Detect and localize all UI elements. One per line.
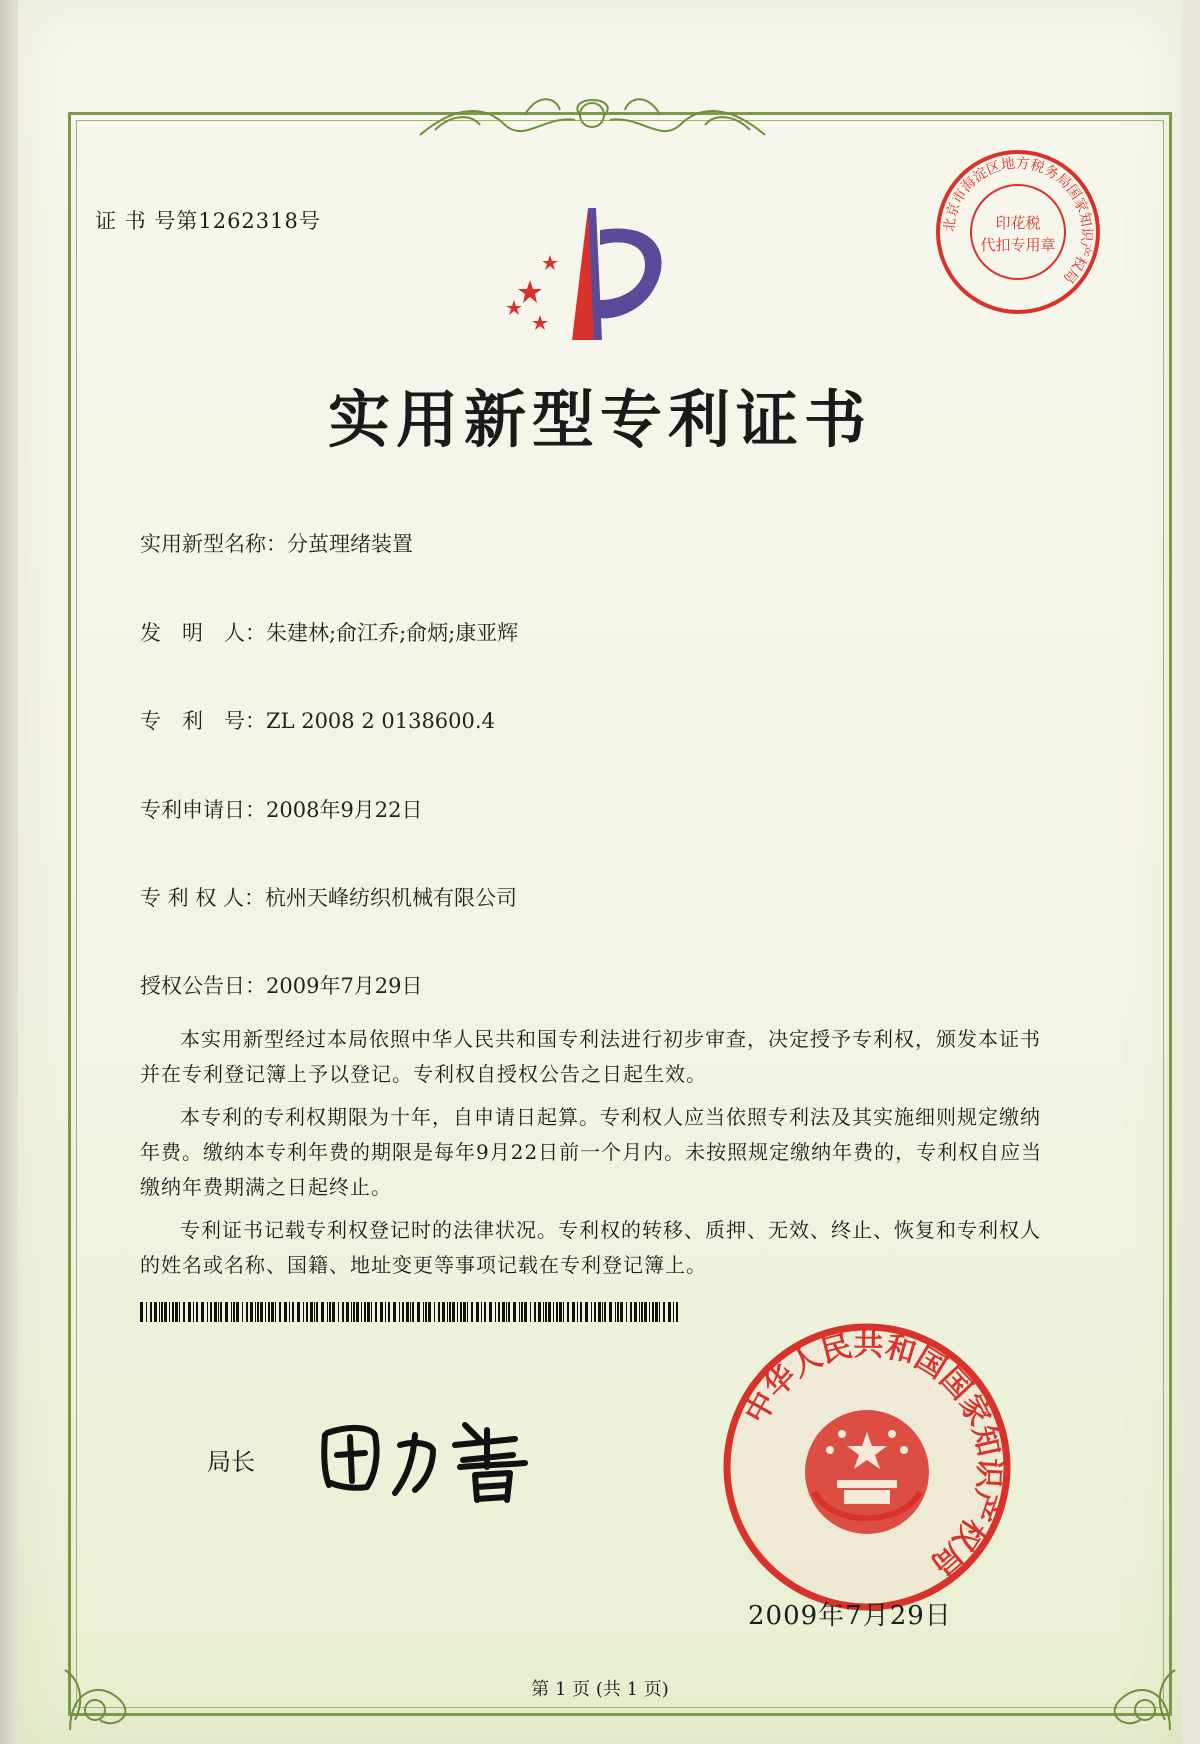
barcode-bar xyxy=(524,1302,527,1322)
barcode-bar xyxy=(385,1302,386,1322)
barcode-bar xyxy=(175,1302,178,1322)
barcode-bar xyxy=(634,1302,637,1322)
barcode-bar xyxy=(447,1302,448,1322)
barcode-bar xyxy=(543,1302,544,1322)
barcode-bar xyxy=(338,1302,339,1322)
barcode-bar xyxy=(676,1302,678,1322)
barcode-bar xyxy=(502,1302,505,1322)
barcode-bar xyxy=(289,1302,290,1322)
barcode-bar xyxy=(506,1302,507,1322)
field-inventors xyxy=(140,617,518,647)
barcode-bar xyxy=(519,1302,520,1322)
barcode-bar xyxy=(548,1302,551,1322)
barcode-bar xyxy=(673,1302,674,1322)
barcode-bar xyxy=(292,1302,294,1322)
barcode-bar xyxy=(201,1302,204,1322)
barcode-bar xyxy=(367,1302,370,1322)
body-paragraph: 本专利的专利权期限为十年，自申请日起算。专利权人应当依照专利法及其实施细则规定缴纳年费。缴纳本专利年费的期限是每年9月22日前一个月内。未按照规定缴纳年费的，专利权自应当缴纳年费期满之日起终止。 xyxy=(140,1105,1043,1199)
field-label: 专 利 号： xyxy=(140,709,266,733)
field-label: 实用新型名称： xyxy=(140,532,287,556)
tax-stamp-line1: 印花税 xyxy=(995,214,1041,232)
barcode-bar xyxy=(538,1302,541,1322)
barcode-bar xyxy=(406,1302,409,1322)
barcode-bar xyxy=(577,1302,578,1322)
barcode-bar xyxy=(428,1302,431,1322)
barcode-bar xyxy=(279,1302,281,1322)
barcode-bar xyxy=(353,1302,355,1322)
barcode-bar xyxy=(346,1302,349,1322)
certificate-title: 实用新型专利证书 xyxy=(327,383,872,456)
binding-spine xyxy=(0,0,18,1744)
barcode-bar xyxy=(172,1302,174,1322)
barcode-bar xyxy=(617,1302,619,1322)
barcode-bar xyxy=(410,1302,411,1322)
barcode-bar xyxy=(356,1302,359,1322)
barcode-bar xyxy=(393,1302,396,1322)
barcode-bar xyxy=(361,1302,362,1322)
barcode-bar xyxy=(207,1302,208,1322)
barcode-bar xyxy=(489,1302,492,1322)
barcode-bar xyxy=(630,1302,632,1322)
field-label: 专 利 权 人： xyxy=(140,886,266,910)
barcode-bar xyxy=(585,1302,588,1322)
issue-date: 2009年7月29日 xyxy=(748,1601,952,1631)
body-paragraph: 专利证书记载专利权登记时的法律状况。专利权的转移、质押、无效、终止、恢复和专利权人的姓名或名称、国籍、地址变更等事项记载在专利登记簿上。 xyxy=(140,1218,1041,1277)
barcode-bar xyxy=(218,1302,219,1322)
field-utility-model-name xyxy=(140,528,413,558)
barcode-bar xyxy=(471,1302,473,1322)
barcode-bar xyxy=(580,1302,582,1322)
barcode-bar xyxy=(434,1302,435,1322)
barcode-bar xyxy=(388,1302,390,1322)
barcode-bar xyxy=(260,1302,263,1322)
barcode-bar xyxy=(327,1302,328,1322)
barcode-bar xyxy=(342,1302,344,1322)
barcode-bar xyxy=(513,1302,516,1322)
barcode-bar xyxy=(649,1302,650,1322)
barcode-bar xyxy=(652,1302,654,1322)
body-paragraph: 本实用新型经过本局依照中华人民共和国专利法进行初步审查，决定授予专利权，颁发本证书并在专利登记簿上予以登记。专利权自授权公告之日起生效。 xyxy=(140,1027,1041,1086)
barcode-bar xyxy=(310,1302,313,1322)
barcode-bar xyxy=(183,1302,185,1322)
barcode-bar xyxy=(534,1302,536,1322)
barcode-bar xyxy=(210,1302,212,1322)
barcode-bar xyxy=(668,1302,671,1322)
official-seal-ring-text: 中华人民共和国国家知识产权局 xyxy=(738,1327,1007,1582)
tax-stamp xyxy=(934,148,1102,316)
barcode-bar xyxy=(321,1302,324,1322)
barcode-bar xyxy=(188,1302,191,1322)
barcode-bar xyxy=(242,1302,243,1322)
barcode-bar xyxy=(626,1302,627,1322)
barcode-bar xyxy=(351,1302,352,1322)
top-ornament xyxy=(415,85,770,150)
barcode-bar xyxy=(423,1302,424,1322)
tax-stamp-line2: 代扣专用章 xyxy=(980,236,1056,254)
barcode-bar xyxy=(659,1302,660,1322)
barcode-bar xyxy=(246,1302,248,1322)
barcode-bar xyxy=(161,1302,163,1322)
barcode-bar xyxy=(371,1302,372,1322)
barcode-bar xyxy=(306,1302,308,1322)
barcode-bar xyxy=(314,1302,315,1322)
barcode-bar xyxy=(146,1302,147,1322)
barcode-bar xyxy=(329,1302,331,1322)
barcode-bar xyxy=(476,1302,479,1322)
barcode-bar xyxy=(521,1302,523,1322)
barcode-bar xyxy=(154,1302,157,1322)
barcode-bar xyxy=(417,1302,420,1322)
patent-office-logo xyxy=(500,200,680,350)
tax-stamp-ring-text: 北京市海淀区地方税务局国家知识产权局 xyxy=(941,155,1095,286)
barcode-bar xyxy=(545,1302,547,1322)
barcode-bar xyxy=(140,1302,143,1322)
barcode-bar xyxy=(530,1302,531,1322)
barcode-bar xyxy=(641,1302,643,1322)
barcode-bar xyxy=(556,1302,558,1322)
barcode-bar xyxy=(297,1302,300,1322)
barcode-bar xyxy=(553,1302,554,1322)
field-application-date xyxy=(140,794,423,824)
barcode-bar xyxy=(164,1302,167,1322)
field-value: 2008年9月22日 xyxy=(266,798,423,822)
barcode-bar xyxy=(275,1302,276,1322)
barcode-bar xyxy=(233,1302,235,1322)
barcode-bar xyxy=(620,1302,623,1322)
barcode-bar xyxy=(572,1302,575,1322)
barcode-bar xyxy=(498,1302,500,1322)
barcode-bar xyxy=(484,1302,486,1322)
barcode-bar xyxy=(225,1302,228,1322)
field-label: 专利申请日： xyxy=(140,798,266,822)
barcode-bar xyxy=(159,1302,160,1322)
director-label: 局长 xyxy=(207,1448,255,1476)
barcode-bar xyxy=(615,1302,616,1322)
barcode-bar xyxy=(452,1302,455,1322)
barcode-bar xyxy=(402,1302,404,1322)
certificate-body-text xyxy=(140,1022,1058,1291)
barcode-bar xyxy=(169,1302,170,1322)
national-emblem xyxy=(805,1410,929,1534)
barcode xyxy=(140,1302,678,1322)
barcode-bar xyxy=(250,1302,253,1322)
barcode-bar xyxy=(375,1302,377,1322)
barcode-bar xyxy=(449,1302,451,1322)
barcode-bar xyxy=(481,1302,482,1322)
barcode-bar xyxy=(268,1302,270,1322)
barcode-bar xyxy=(255,1302,256,1322)
field-value: 2009年7月29日 xyxy=(266,974,423,998)
barcode-bar xyxy=(591,1302,592,1322)
barcode-bar xyxy=(179,1302,180,1322)
barcode-bar xyxy=(644,1302,647,1322)
field-label: 授权公告日： xyxy=(140,974,266,998)
page-indicator: 第 1 页 (共 1 页) xyxy=(531,1679,669,1700)
barcode-bar xyxy=(231,1302,232,1322)
field-value: 朱建林;俞江乔;俞炳;康亚辉 xyxy=(266,621,519,645)
official-seal xyxy=(722,1322,1012,1612)
barcode-bar xyxy=(265,1302,266,1322)
barcode-bar xyxy=(559,1302,562,1322)
field-value: 杭州天峰纺织机械有限公司 xyxy=(265,886,518,910)
barcode-bar xyxy=(196,1302,198,1322)
barcode-bar xyxy=(425,1302,427,1322)
barcode-bar xyxy=(602,1302,603,1322)
barcode-bar xyxy=(495,1302,496,1322)
barcode-bar xyxy=(220,1302,222,1322)
barcode-bar xyxy=(508,1302,510,1322)
barcode-bar xyxy=(271,1302,274,1322)
barcode-bar xyxy=(150,1302,152,1322)
barcode-bar xyxy=(609,1302,612,1322)
barcode-bar xyxy=(316,1302,318,1322)
field-patent-number xyxy=(140,705,495,735)
field-label: 发 明 人： xyxy=(140,621,266,645)
barcode-bar xyxy=(467,1302,468,1322)
barcode-bar xyxy=(380,1302,383,1322)
field-patentee xyxy=(140,882,517,912)
barcode-bar xyxy=(399,1302,400,1322)
barcode-bar xyxy=(563,1302,564,1322)
barcode-bar xyxy=(303,1302,304,1322)
barcode-bar xyxy=(457,1302,458,1322)
barcode-bar xyxy=(442,1302,445,1322)
barcode-bar xyxy=(594,1302,596,1322)
barcode-bar xyxy=(598,1302,601,1322)
barcode-bar xyxy=(663,1302,665,1322)
barcode-bar xyxy=(412,1302,414,1322)
certificate-number: 证 书 号第1262318号 xyxy=(95,209,321,233)
barcode-bar xyxy=(236,1302,239,1322)
barcode-bar xyxy=(364,1302,366,1322)
barcode-bar xyxy=(214,1302,217,1322)
barcode-bar xyxy=(438,1302,440,1322)
barcode-bar xyxy=(655,1302,658,1322)
barcode-bar xyxy=(284,1302,287,1322)
barcode-bar xyxy=(193,1302,194,1322)
field-value: 分茧理绪装置 xyxy=(287,532,413,556)
field-grant-announcement-date xyxy=(140,970,423,1000)
barcode-bar xyxy=(567,1302,569,1322)
barcode-bar xyxy=(604,1302,606,1322)
barcode-bar xyxy=(332,1302,335,1322)
field-value: ZL 2008 2 0138600.4 xyxy=(266,709,495,733)
barcode-bar xyxy=(639,1302,640,1322)
barcode-bar xyxy=(257,1302,259,1322)
director-signature xyxy=(315,1405,545,1505)
barcode-bar xyxy=(460,1302,462,1322)
barcode-bar xyxy=(463,1302,466,1322)
